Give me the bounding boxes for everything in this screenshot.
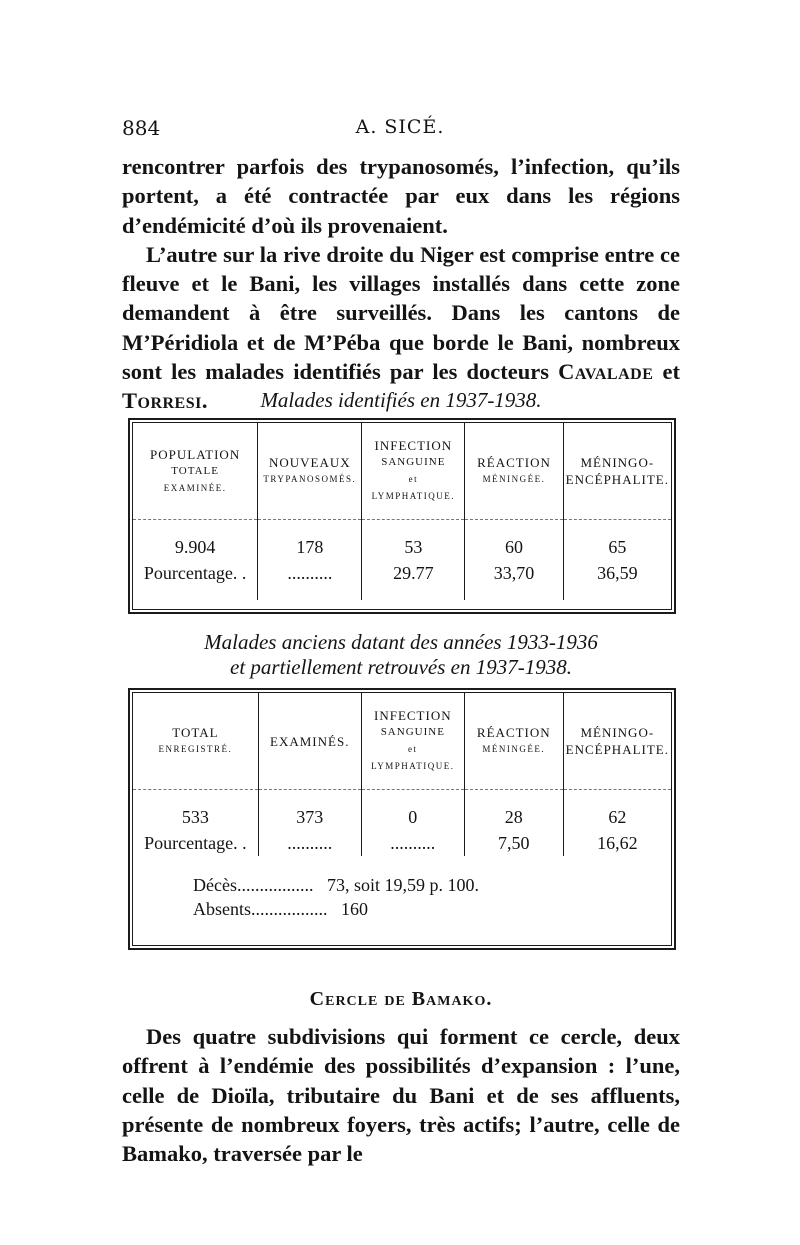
- column-header: INFECTION SANGUINE et LYMPHATIQUE.: [361, 693, 464, 790]
- table-cell: 16,62: [563, 830, 671, 856]
- deaths-line: Décès................. 73, soit 19,59 p. 100.: [193, 875, 479, 895]
- paragraph-2: L’autre sur la rive droite du Niger est comprise entre ce fleuve et le Bani, les villages installés dans cette zone demandent à être surveillés. Dans les cantons de M’Péridiola et de M’Péba que borde le Bani, nombreux sont les malades identifiés par les docteurs Cavalade et Torresi.: [122, 241, 681, 414]
- text-block-top: [122, 152, 680, 416]
- text-block-bottom: [122, 1022, 680, 1168]
- table-cell: 29.77: [362, 560, 465, 586]
- table-cell: 62: [563, 804, 671, 830]
- author-name: Torresi: [122, 388, 202, 414]
- table-cell: 178: [258, 534, 362, 560]
- table1-caption: Malades identifiés en 1937-1938.: [260, 388, 542, 412]
- page-header: [122, 116, 678, 146]
- table-row: [133, 830, 671, 856]
- table-cell: 53: [362, 534, 465, 560]
- running-title: A. SICÉ.: [355, 116, 445, 138]
- table1: [128, 418, 676, 614]
- column-header: EXAMINÉS.: [258, 693, 361, 790]
- page-number: 884: [122, 116, 161, 140]
- table-row: [133, 534, 671, 560]
- table-cell: ..........: [258, 830, 361, 856]
- table-cell: 0: [361, 804, 464, 830]
- table-cell: ..........: [258, 560, 362, 586]
- table-cell: ..........: [361, 830, 464, 856]
- author-name: Cavalade: [558, 359, 654, 385]
- table-cell: 60: [465, 534, 563, 560]
- column-header: RÉACTION MÉNINGÉE.: [464, 693, 563, 790]
- table-header-row: [133, 423, 671, 520]
- table-cell: 533: [181, 806, 209, 827]
- table-header-row: [133, 693, 671, 790]
- table-cell: 36,59: [563, 560, 671, 586]
- table-row: [133, 560, 671, 586]
- table2-caption: [122, 630, 680, 680]
- table-row: [133, 804, 671, 830]
- column-header: RÉACTION MÉNINGÉE.: [465, 423, 563, 520]
- table-cell: Pourcentage. .: [144, 832, 247, 853]
- column-header: NOUVEAUX TRYPANOSOMÉS.: [258, 423, 362, 520]
- table-cell: Pourcentage. .: [143, 562, 247, 583]
- column-header: TOTAL ENREGISTRÉ.: [133, 693, 258, 790]
- absents-line: Absents................. 160: [193, 899, 368, 919]
- section-title: Cercle de Bamako.: [309, 988, 493, 1010]
- caption-line: Malades anciens datant des années 1933-1936: [204, 630, 598, 654]
- table1-grid: [133, 423, 671, 600]
- column-header: MÉNINGO- ENCÉPHALITE.: [563, 693, 671, 790]
- table-cell: 7,50: [464, 830, 563, 856]
- paragraph-1: rencontrer parfois des trypanosomés, l’infection, qu’ils portent, a été contractée par eux dans les régions d’endémicité d’où ils provenaient.: [122, 154, 680, 238]
- table-cell: 9.904: [174, 536, 216, 557]
- table-cell: 373: [258, 804, 361, 830]
- paragraph-3: Des quatre subdivisions qui forment ce cercle, deux offrent à l’endémie des possibilités d’expansion : l’une, celle de Dioïla, tributaire du Bani et de ses affluents, présente de nombreux foyers, très actifs; l’autre, celle de Bamako, traversée par le: [122, 1024, 680, 1167]
- column-header: INFECTION SANGUINE et LYMPHATIQUE.: [362, 423, 465, 520]
- table-cell: 28: [464, 804, 563, 830]
- column-header: MÉNINGO- ENCÉPHALITE.: [563, 423, 671, 520]
- caption-line: et partiellement retrouvés en 1937-1938.: [230, 655, 572, 679]
- table2: [128, 688, 676, 950]
- table2-footer: [193, 873, 479, 921]
- table2-grid: [133, 693, 671, 856]
- table-cell: 33,70: [465, 560, 563, 586]
- table-cell: 65: [563, 534, 671, 560]
- column-header: POPULATION TOTALE EXAMINÉE.: [133, 423, 258, 520]
